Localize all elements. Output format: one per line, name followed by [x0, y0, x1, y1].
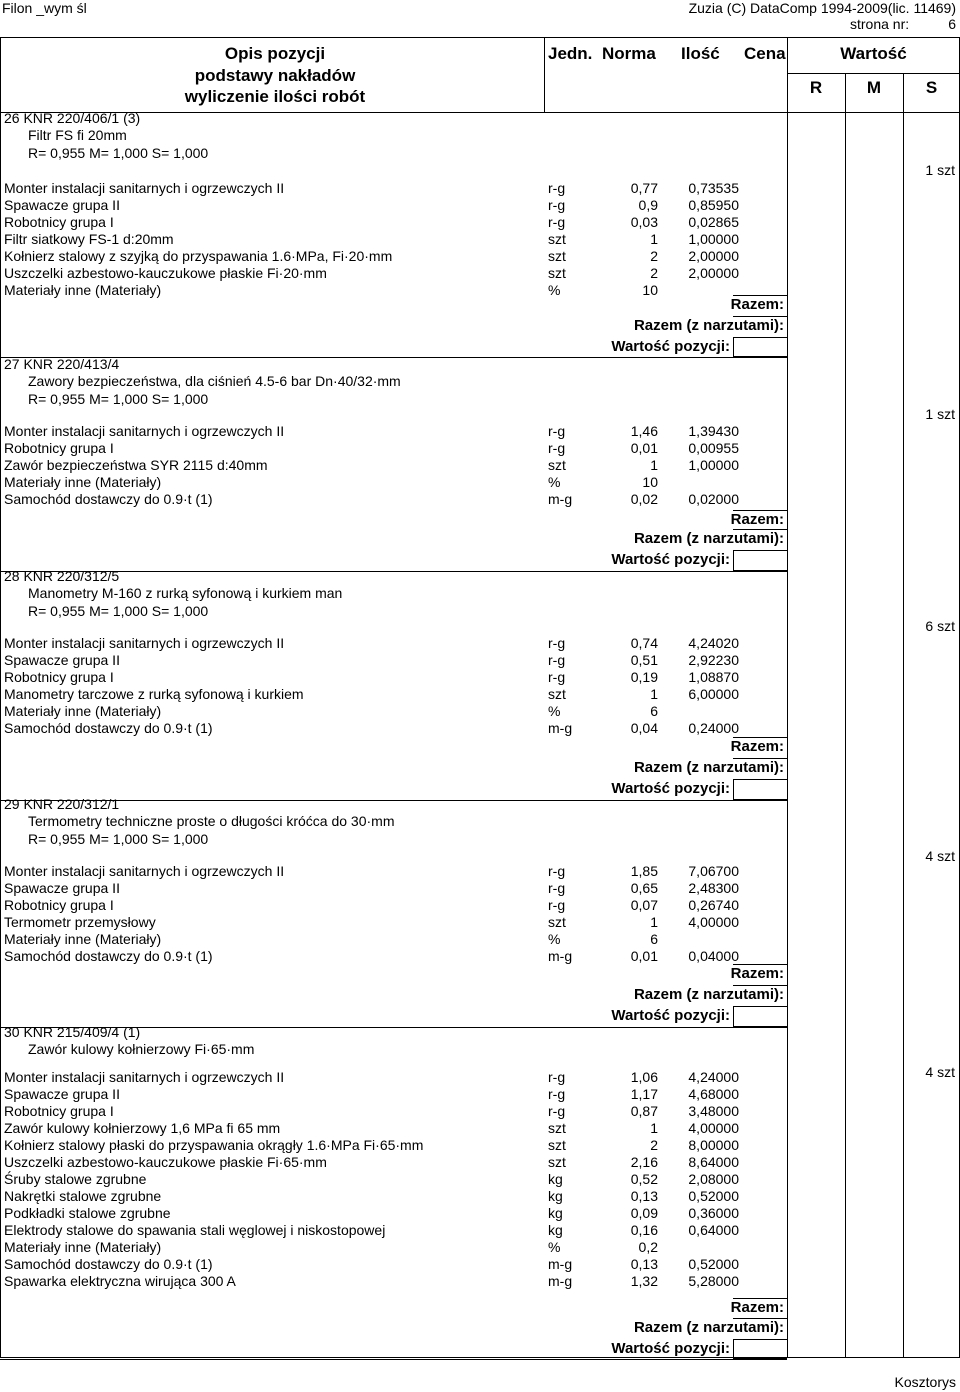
row-unit: r-g	[548, 635, 566, 651]
row-name: Materiały inne (Materiały)	[4, 282, 162, 298]
col-header-wyliczenie: wyliczenie ilości robót	[184, 87, 366, 106]
row-name: Materiały inne (Materiały)	[4, 474, 162, 490]
row-name: Termometr przemysłowy	[4, 914, 156, 930]
row-norma: 0,65	[630, 880, 658, 896]
position-header-line: Termometry techniczne proste o długości króćca do 30·mm	[28, 813, 395, 829]
position-header-line: R= 0,955 M= 1,000 S= 1,000	[28, 145, 209, 161]
razem-label: Razem:	[730, 296, 784, 313]
row-name: Monter instalacji sanitarnych i ogrzewczych II	[4, 1069, 285, 1085]
row-unit: r-g	[548, 1103, 566, 1119]
row-unit: %	[548, 474, 561, 490]
col-header-r: R	[809, 78, 823, 97]
razem-label: Razem:	[730, 965, 784, 982]
row-norma: 0,74	[630, 635, 658, 651]
wartosc-pozycji-label: Wartość pozycji:	[611, 1007, 730, 1024]
position-header-line: 27 KNR 220/413/4	[4, 356, 120, 372]
row-norma: 1,32	[630, 1273, 658, 1289]
razem-z-narzutami-label: Razem (z narzutami):	[633, 1319, 784, 1336]
row-unit: r-g	[548, 863, 566, 879]
row-ilosc: 4,24020	[688, 635, 739, 651]
row-name: Samochód dostawczy do 0.9·t (1)	[4, 948, 213, 964]
row-norma: 10	[642, 282, 658, 298]
row-ilosc: 0,36000	[688, 1205, 739, 1221]
row-unit: m-g	[548, 948, 573, 964]
row-name: Zawór bezpieczeństwa SYR 2115 d:40mm	[4, 457, 268, 473]
row-name: Spawacze grupa II	[4, 880, 120, 896]
col-header-jedn: Jedn.	[548, 44, 593, 63]
col-header-m: M	[866, 78, 882, 97]
row-unit: r-g	[548, 180, 566, 196]
row-norma: 0,13	[630, 1256, 658, 1272]
position-header-line: Zawory bezpieczeństwa, dla ciśnień 4.5-6 bar Dn·40/32·mm	[28, 373, 401, 389]
row-ilosc: 0,24000	[688, 720, 739, 736]
row-norma: 0,13	[630, 1188, 658, 1204]
wartosc-pozycji-label: Wartość pozycji:	[611, 551, 730, 568]
row-unit: szt	[548, 265, 566, 281]
row-name: Zawór kulowy kołnierzowy 1,6 MPa fi 65 mm	[4, 1120, 281, 1136]
row-name: Manometry tarczowe z rurką syfonową i kurkiem	[4, 686, 304, 702]
row-name: Monter instalacji sanitarnych i ogrzewczych II	[4, 423, 285, 439]
row-name: Kołnierz stalowy z szyjką do przyspawania 1.6·MPa, Fi·20·mm	[4, 248, 393, 264]
row-ilosc: 5,28000	[688, 1273, 739, 1289]
position-quantity: 4 szt	[925, 848, 955, 864]
row-norma: 0,2	[638, 1239, 658, 1255]
row-norma: 1	[650, 457, 658, 473]
row-ilosc: 2,48300	[688, 880, 739, 896]
row-unit: r-g	[548, 897, 566, 913]
position-header-line: R= 0,955 M= 1,000 S= 1,000	[28, 831, 209, 847]
row-unit: m-g	[548, 491, 573, 507]
row-ilosc: 8,00000	[688, 1137, 739, 1153]
row-unit: r-g	[548, 1086, 566, 1102]
row-name: Kołnierz stalowy płaski do przyspawania okrągły 1.6·MPa Fi·65·mm	[4, 1137, 424, 1153]
row-norma: 6	[650, 703, 658, 719]
row-unit: kg	[548, 1222, 563, 1238]
row-unit: szt	[548, 1137, 566, 1153]
position-header-line: R= 0,955 M= 1,000 S= 1,000	[28, 603, 209, 619]
row-unit: %	[548, 1239, 561, 1255]
row-unit: szt	[548, 457, 566, 473]
row-ilosc: 0,02865	[688, 214, 739, 230]
row-name: Filtr siatkowy FS-1 d:20mm	[4, 231, 174, 247]
row-norma: 2,16	[630, 1154, 658, 1170]
row-ilosc: 0,85950	[688, 197, 739, 213]
row-unit: %	[548, 931, 561, 947]
wartosc-pozycji-label: Wartość pozycji:	[611, 1340, 730, 1357]
col-header-norma: Norma	[602, 44, 656, 63]
row-name: Robotnicy grupa I	[4, 1103, 114, 1119]
row-name: Robotnicy grupa I	[4, 669, 114, 685]
row-ilosc: 0,52000	[688, 1188, 739, 1204]
row-name: Nakrętki stalowe zgrubne	[4, 1188, 162, 1204]
row-ilosc: 2,00000	[688, 248, 739, 264]
position-quantity: 4 szt	[925, 1064, 955, 1080]
position-header-line: Manometry M-160 z rurką syfonową i kurkiem man	[28, 585, 343, 601]
position-header-line: 26 KNR 220/406/1 (3)	[4, 110, 141, 126]
row-ilosc: 2,00000	[688, 265, 739, 281]
row-norma: 0,04	[630, 720, 658, 736]
row-ilosc: 0,64000	[688, 1222, 739, 1238]
row-name: Materiały inne (Materiały)	[4, 1239, 162, 1255]
row-ilosc: 4,00000	[688, 1120, 739, 1136]
row-ilosc: 8,64000	[688, 1154, 739, 1170]
row-norma: 0,87	[630, 1103, 658, 1119]
col-header-opis: Opis pozycji	[224, 44, 326, 63]
row-norma: 0,19	[630, 669, 658, 685]
razem-label: Razem:	[730, 1299, 784, 1316]
row-unit: szt	[548, 1120, 566, 1136]
row-ilosc: 6,00000	[688, 686, 739, 702]
row-unit: r-g	[548, 1069, 566, 1085]
row-unit: szt	[548, 1154, 566, 1170]
razem-label: Razem:	[730, 511, 784, 528]
row-norma: 1	[650, 1120, 658, 1136]
row-unit: kg	[548, 1188, 563, 1204]
row-name: Samochód dostawczy do 0.9·t (1)	[4, 720, 213, 736]
row-name: Spawacze grupa II	[4, 1086, 120, 1102]
row-unit: r-g	[548, 197, 566, 213]
row-norma: 1,85	[630, 863, 658, 879]
position-header-line: Zawór kulowy kołnierzowy Fi·65·mm	[28, 1041, 255, 1057]
row-norma: 1	[650, 914, 658, 930]
row-norma: 6	[650, 931, 658, 947]
row-unit: szt	[548, 686, 566, 702]
row-ilosc: 2,92230	[688, 652, 739, 668]
row-name: Robotnicy grupa I	[4, 440, 114, 456]
razem-z-narzutami-label: Razem (z narzutami):	[633, 317, 784, 334]
row-norma: 1,06	[630, 1069, 658, 1085]
row-norma: 1	[650, 231, 658, 247]
row-norma: 0,16	[630, 1222, 658, 1238]
row-ilosc: 1,39430	[688, 423, 739, 439]
row-norma: 2	[650, 248, 658, 264]
row-unit: szt	[548, 248, 566, 264]
razem-z-narzutami-label: Razem (z narzutami):	[633, 986, 784, 1003]
row-ilosc: 7,06700	[688, 863, 739, 879]
row-name: Samochód dostawczy do 0.9·t (1)	[4, 1256, 213, 1272]
row-unit: m-g	[548, 1273, 573, 1289]
row-norma: 0,52	[630, 1171, 658, 1187]
row-name: Monter instalacji sanitarnych i ogrzewczych II	[4, 180, 285, 196]
row-name: Monter instalacji sanitarnych i ogrzewczych II	[4, 863, 285, 879]
wartosc-pozycji-label: Wartość pozycji:	[611, 780, 730, 797]
row-ilosc: 1,08870	[688, 669, 739, 685]
razem-label: Razem:	[730, 738, 784, 755]
position-header-line: 28 KNR 220/312/5	[4, 568, 120, 584]
row-unit: r-g	[548, 669, 566, 685]
row-norma: 2	[650, 1137, 658, 1153]
row-ilosc: 3,48000	[688, 1103, 739, 1119]
col-header-cena: Cena	[744, 44, 786, 63]
row-unit: %	[548, 703, 561, 719]
position-quantity: 6 szt	[925, 618, 955, 634]
razem-z-narzutami-label: Razem (z narzutami):	[633, 530, 784, 547]
copyright-label: Zuzia (C) DataComp 1994-2009(lic. 11469)	[688, 0, 956, 16]
razem-z-narzutami-label: Razem (z narzutami):	[633, 759, 784, 776]
wartosc-pozycji-label: Wartość pozycji:	[611, 338, 730, 355]
row-name: Spawacze grupa II	[4, 652, 120, 668]
row-name: Robotnicy grupa I	[4, 214, 114, 230]
position-header-line: Filtr FS fi 20mm	[28, 127, 127, 143]
row-ilosc: 2,08000	[688, 1171, 739, 1187]
row-norma: 2	[650, 265, 658, 281]
row-unit: m-g	[548, 1256, 573, 1272]
row-norma: 10	[642, 474, 658, 490]
row-name: Uszczelki azbestowo-kauczukowe płaskie Fi·20·mm	[4, 265, 327, 281]
row-ilosc: 0,02000	[688, 491, 739, 507]
row-ilosc: 4,00000	[688, 914, 739, 930]
row-ilosc: 4,24000	[688, 1069, 739, 1085]
col-header-podstawy: podstawy nakładów	[194, 66, 356, 85]
position-quantity: 1 szt	[925, 406, 955, 422]
row-name: Materiały inne (Materiały)	[4, 931, 162, 947]
page-number: 6	[948, 16, 956, 32]
row-unit: r-g	[548, 423, 566, 439]
row-norma: 0,07	[630, 897, 658, 913]
page-number-label: strona nr:	[850, 16, 910, 32]
row-norma: 0,51	[630, 652, 658, 668]
row-name: Śruby stalowe zgrubne	[4, 1171, 147, 1187]
col-header-ilosc: Ilość	[681, 44, 720, 63]
row-norma: 1,46	[630, 423, 658, 439]
row-ilosc: 1,00000	[688, 457, 739, 473]
row-norma: 1	[650, 686, 658, 702]
row-norma: 0,03	[630, 214, 658, 230]
row-norma: 0,77	[630, 180, 658, 196]
row-unit: r-g	[548, 440, 566, 456]
row-name: Spawacze grupa II	[4, 197, 120, 213]
row-name: Materiały inne (Materiały)	[4, 703, 162, 719]
col-header-wartosc: Wartość	[840, 44, 907, 63]
row-name: Samochód dostawczy do 0.9·t (1)	[4, 491, 213, 507]
row-name: Podkładki stalowe zgrubne	[4, 1205, 171, 1221]
footer-label: Kosztorys	[894, 1374, 956, 1390]
row-norma: 0,01	[630, 440, 658, 456]
row-ilosc: 0,73535	[688, 180, 739, 196]
row-unit: r-g	[548, 880, 566, 896]
position-header-line: 29 KNR 220/312/1	[4, 796, 120, 812]
row-ilosc: 0,26740	[688, 897, 739, 913]
row-norma: 0,02	[630, 491, 658, 507]
row-norma: 0,09	[630, 1205, 658, 1221]
position-header-line: 30 KNR 215/409/4 (1)	[4, 1024, 141, 1040]
row-unit: kg	[548, 1171, 563, 1187]
row-ilosc: 1,00000	[688, 231, 739, 247]
row-unit: r-g	[548, 214, 566, 230]
position-quantity: 1 szt	[925, 162, 955, 178]
row-norma: 0,9	[638, 197, 658, 213]
row-ilosc: 0,04000	[688, 948, 739, 964]
row-name: Monter instalacji sanitarnych i ogrzewczych II	[4, 635, 285, 651]
row-unit: %	[548, 282, 561, 298]
row-ilosc: 0,52000	[688, 1256, 739, 1272]
row-name: Elektrody stalowe do spawania stali węglowej i niskostopowej	[4, 1222, 386, 1238]
row-name: Spawarka elektryczna wirująca 300 A	[4, 1273, 236, 1289]
row-unit: szt	[548, 914, 566, 930]
row-ilosc: 0,00955	[688, 440, 739, 456]
row-name: Robotnicy grupa I	[4, 897, 114, 913]
document-title: Filon _wym śl	[2, 0, 87, 16]
row-unit: r-g	[548, 652, 566, 668]
row-unit: m-g	[548, 720, 573, 736]
row-name: Uszczelki azbestowo-kauczukowe płaskie Fi·65·mm	[4, 1154, 327, 1170]
row-norma: 0,01	[630, 948, 658, 964]
row-norma: 1,17	[630, 1086, 658, 1102]
position-header-line: R= 0,955 M= 1,000 S= 1,000	[28, 391, 209, 407]
row-unit: kg	[548, 1205, 563, 1221]
row-ilosc: 4,68000	[688, 1086, 739, 1102]
col-header-s: S	[925, 78, 938, 97]
row-unit: szt	[548, 231, 566, 247]
